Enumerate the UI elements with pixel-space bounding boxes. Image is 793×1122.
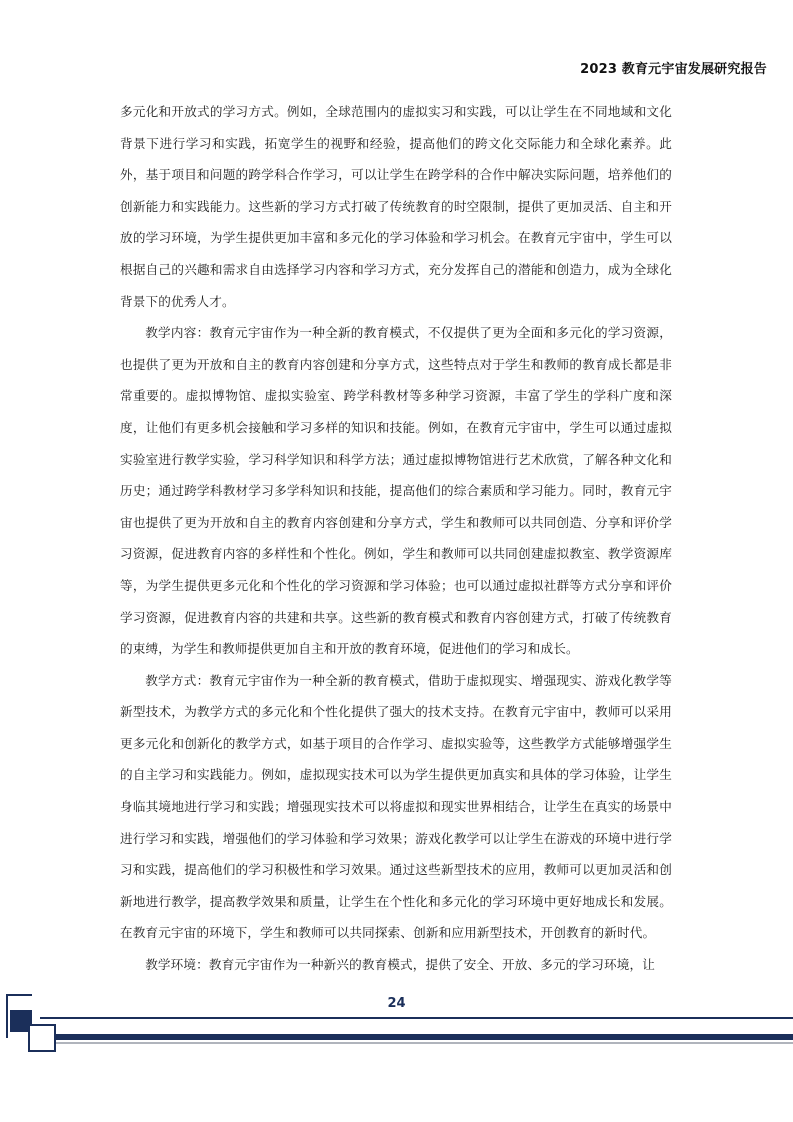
- paragraph-teaching-environment: 教学环境：教育元宇宙作为一种新兴的教育模式，提供了安全、开放、多元的学习环境，让: [145, 957, 655, 973]
- footer-rule-thin: [40, 1017, 793, 1019]
- body-text: [120, 96, 672, 981]
- report-header-title: 2023 教育元宇宙发展研究报告: [580, 62, 767, 77]
- footer-rule-thick: [40, 1034, 793, 1040]
- footer-rule-gray: [40, 1042, 793, 1044]
- page-number: 24: [387, 996, 406, 1011]
- paragraph-teaching-content: 教学内容：教育元宇宙作为一种全新的教育模式，不仅提供了更为全面和多元化的学习资源，也提供了更为开放和自主的教育内容创建和分享方式，这些特点对于学生和教师的教育成长都是非常重要的。虚拟博物馆、虚拟实验室、跨学科教材等多种学习资源，丰富了学生的学科广度和深度，让他们有更多机会接触和学习多样的知识和技能。例如，在教育元宇宙中，学生可以通过虚拟实验室进行教学实验，学习科学知识和科学方法；通过虚拟博物馆进行艺术欣赏，了解各种文化和历史；通过跨学科教材学习多学科知识和技能，提高他们的综合素质和学习能力。同时，教育元宇宙也提供了更为开放和自主的教育内容创建和分享方式，学生和教师可以共同创造、分享和评价学习资源，促进教育内容的多样性和个性化。例如，学生和教师可以共同创建虚拟教室、教学资源库等，为学生提供更多元化和个性化的学习资源和学习体验；也可以通过虚拟社群等方式分享和评价学习资源，促进教育内容的共建和共享。这些新的教育模式和教育内容创建方式，打破了传统教育的束缚，为学生和教师提供更加自主和开放的教育环境，促进他们的学习和成长。: [120, 325, 672, 657]
- paragraph-teaching-methods: 教学方式：教育元宇宙作为一种全新的教育模式，借助于虚拟现实、增强现实、游戏化教学等新型技术，为教学方式的多元化和个性化提供了强大的技术支持。在教育元宇宙中，教师可以采用更多元化和创新化的教学方式，如基于项目的合作学习、虚拟实验等，这些教学方式能够增强学生的自主学习和实践能力。例如，虚拟现实技术可以为学生提供更加真实和具体的学习体验，让学生身临其境地进行学习和实践；增强现实技术可以将虚拟和现实世界相结合，让学生在真实的场景中进行学习和实践，增强他们的学习体验和学习效果；游戏化教学可以让学生在游戏的环境中进行学习和实践，提高他们的学习积极性和学习效果。通过这些新型技术的应用，教师可以更加灵活和创新地进行教学，提高教学效果和质量，让学生在个性化和多元化的学习环境中更好地成长和发展。在教育元宇宙的环境下，学生和教师可以共同探索、创新和应用新型技术，开创教育的新时代。: [120, 672, 672, 941]
- paragraph-1: 多元化和开放式的学习方式。例如，全球范围内的虚拟实习和实践，可以让学生在不同地域和文化背景下进行学习和实践，拓宽学生的视野和经验，提高他们的跨文化交际能力和全球化素养。此外，基于项目和问题的跨学科合作学习，可以让学生在跨学科的合作中解决实际问题，培养他们的创新能力和实践能力。这些新的学习方式打破了传统教育的时空限制，提供了更加灵活、自主和开放的学习环境，为学生提供更加丰富和多元化的学习体验和学习机会。在教育元宇宙中，学生可以根据自己的兴趣和需求自由选择学习内容和学习方式，充分发挥自己的潜能和创造力，成为全球化背景下的优秀人才。: [120, 104, 672, 309]
- footer-corner-outline-square: [28, 1024, 56, 1052]
